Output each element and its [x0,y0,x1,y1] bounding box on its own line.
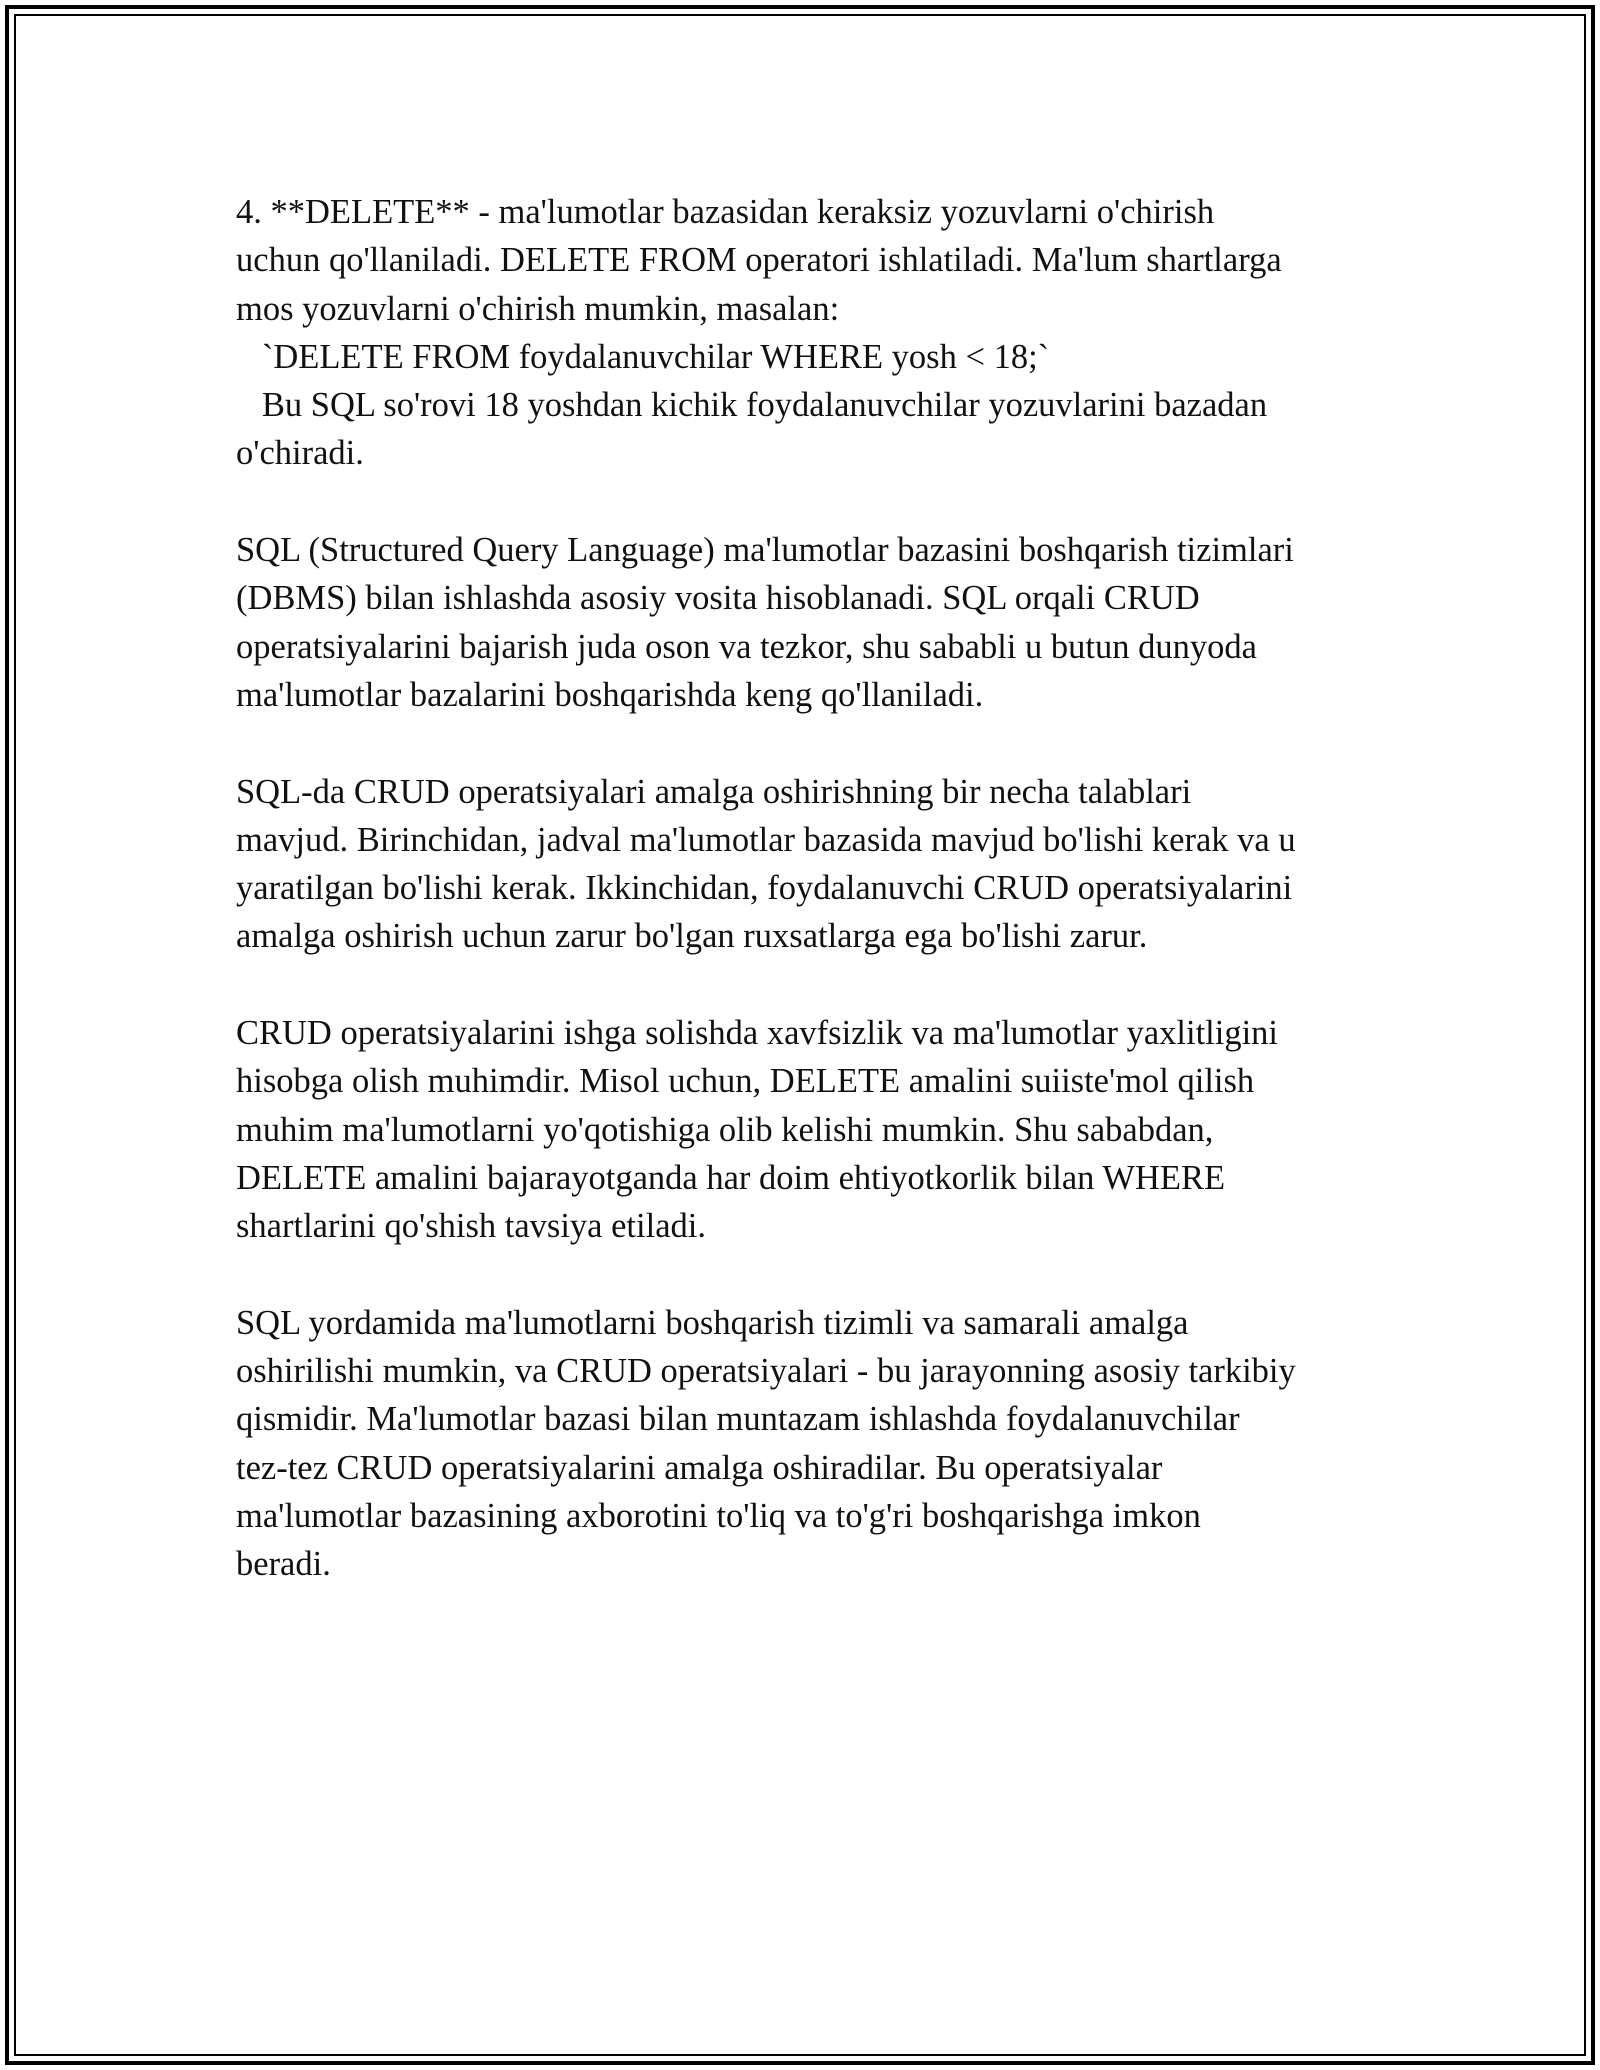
text-line: muhim ma'lumotlarni yo'qotishiga olib kelishi mumkin. Shu sababdan, [236,1110,1214,1149]
text-line: SQL yordamida ma'lumotlarni boshqarish tizimli va samarali amalga [236,1303,1189,1342]
text-line: oshirilishi mumkin, va CRUD operatsiyalari - bu jarayonning asosiy tarkibiy [236,1352,1296,1391]
text-line: mavjud. Birinchidan, jadval ma'lumotlar bazasida mavjud bo'lishi kerak va u [236,820,1296,859]
text-line: ma'lumotlar bazasining axborotini to'liq va to'g'ri boshqarishga imkon [236,1497,1201,1536]
text-line: operatsiyalarini bajarish juda oson va tezkor, shu sababli u butun dunyoda [236,627,1257,666]
text-line: DELETE amalini bajarayotganda har doim ehtiyotkorlik bilan WHERE [236,1158,1226,1197]
text-line: 4. **DELETE** - ma'lumotlar bazasidan keraksiz yozuvlarni o'chirish [236,193,1215,231]
text-line: shartlarini qo'shish tavsiya etiladi. [236,1207,706,1246]
text-line: amalga oshirish uchun zarur bo'lgan ruxsatlarga ega bo'lishi zarur. [236,917,1148,956]
text-line: SQL (Structured Query Language) ma'lumotlar bazasini boshqarish tizimlari [236,531,1294,570]
text-line: ma'lumotlar bazalarini boshqarishda keng qo'llaniladi. [236,675,984,714]
text-line: CRUD operatsiyalarini ishga solishda xavfsizlik va ma'lumotlar yaxlitligini [236,1014,1278,1053]
text-line: SQL-da CRUD operatsiyalari amalga oshirishning bir necha talablari [236,772,1192,811]
text-line: qismidir. Ma'lumotlar bazasi bilan muntazam ishlashda foydalanuvchilar [236,1400,1240,1439]
text-line: (DBMS) bilan ishlashda asosiy vosita hisoblanadi. SQL orqali CRUD [236,579,1200,618]
text-line: tez-tez CRUD operatsiyalarini amalga oshiradilar. Bu operatsiyalar [236,1448,1163,1487]
paragraph-security [236,1009,1376,1250]
paragraph-delete-operation [236,188,1376,478]
text-line: Bu SQL so'rovi 18 yoshdan kichik foydalanuvchilar yozuvlarini bazadan [236,386,1268,425]
paragraph-conclusion [236,1299,1376,1589]
document-body [236,188,1376,1637]
text-line: o'chiradi. [236,434,364,473]
paragraph-sql-overview [236,526,1376,719]
text-line: beradi. [236,1545,331,1584]
code-example-line: `DELETE FROM foydalanuvchilar WHERE yosh < 18;` [236,337,1050,376]
paragraph-crud-requirements [236,768,1376,961]
text-line: uchun qo'llaniladi. DELETE FROM operatori ishlatiladi. Ma'lum shartlarga [236,241,1282,280]
text-line: yaratilgan bo'lishi kerak. Ikkinchidan, foydalanuvchi CRUD operatsiyalarini [236,869,1293,908]
text-line: hisobga olish muhimdir. Misol uchun, DELETE amalini suiiste'mol qilish [236,1062,1255,1101]
text-line: mos yozuvlarni o'chirish mumkin, masalan: [236,289,840,328]
